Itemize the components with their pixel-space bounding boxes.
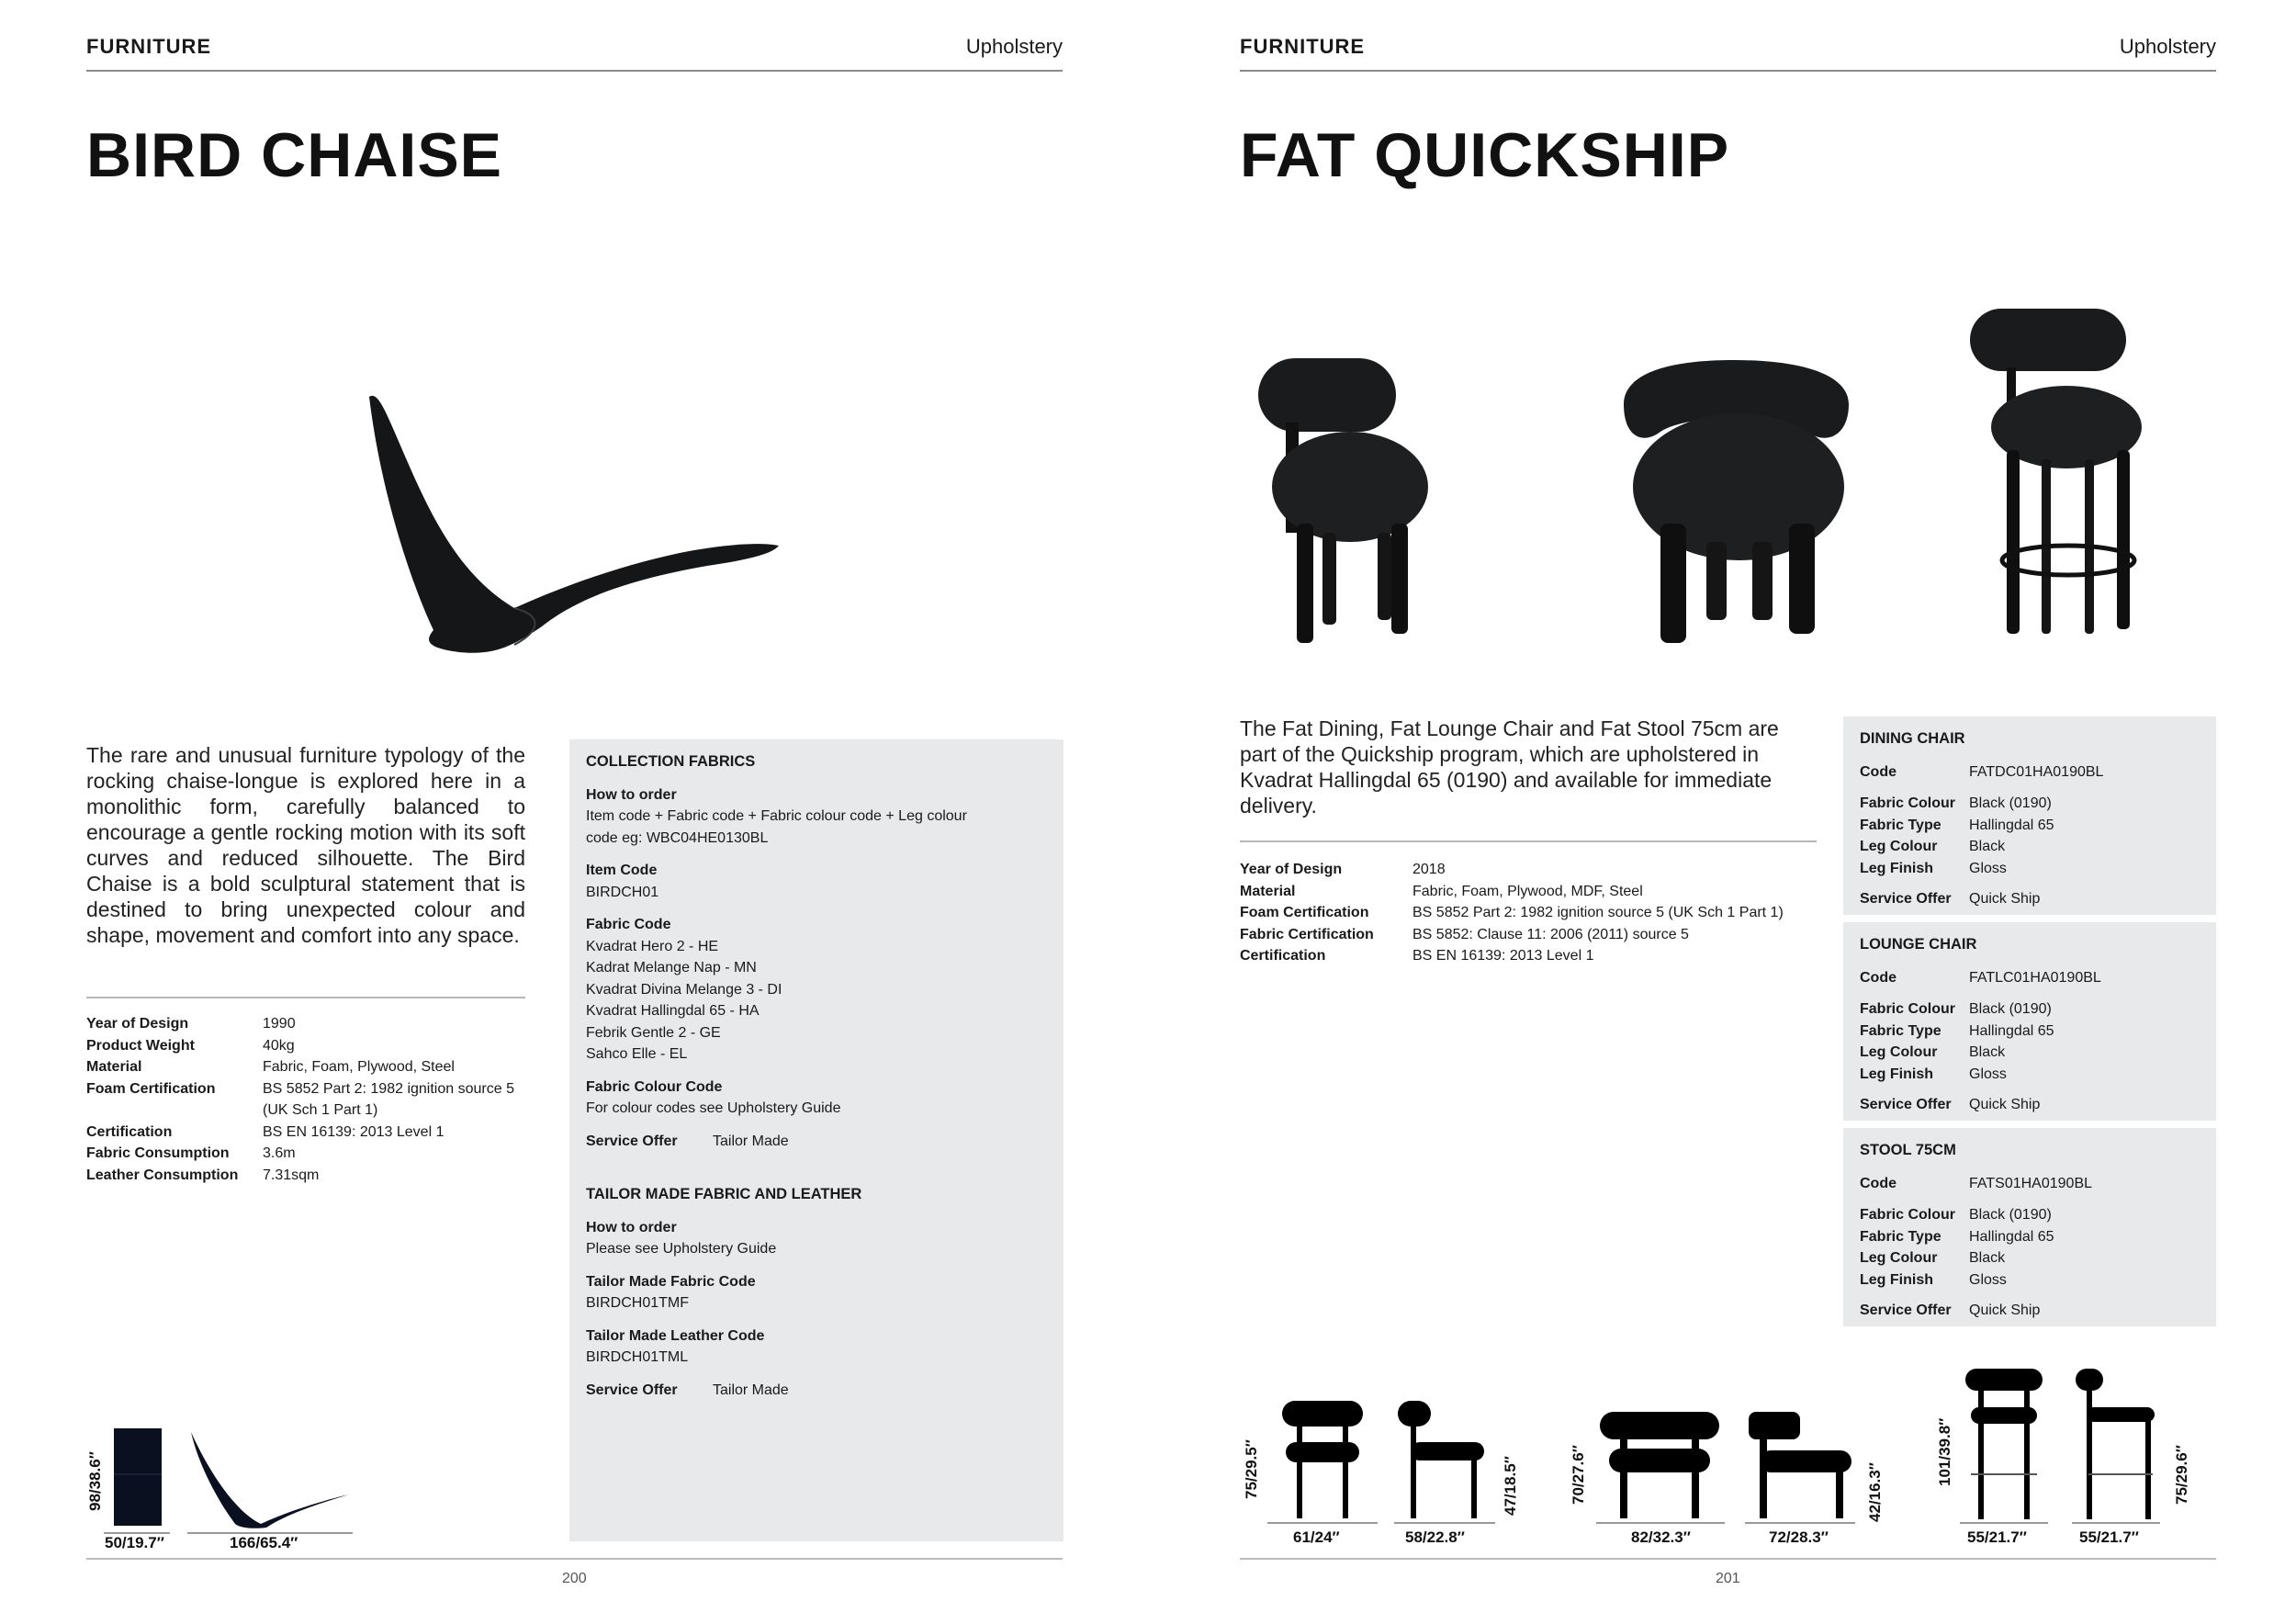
spec-row — [86, 1056, 527, 1078]
dimension-line — [2072, 1522, 2160, 1524]
page-title: BIRD CHAISE — [86, 120, 503, 190]
spec-label: Foam Certification — [1240, 905, 1369, 920]
spec-row — [86, 1122, 527, 1144]
fabric-code-label: Fabric Code — [586, 917, 671, 932]
spec-label: Year of Design — [86, 1016, 189, 1032]
header-section: Upholstery — [965, 35, 1063, 58]
variant-label: Code — [1860, 969, 1896, 986]
variant-label: Fabric Colour — [1860, 795, 1956, 811]
bird-width-dimension: 50/19.7″ — [105, 1534, 164, 1551]
variant-label: Leg Colour — [1860, 1044, 1938, 1060]
variant-row — [1860, 1226, 2209, 1248]
lounge-seat-dimension: 42/16.3″ — [1866, 1462, 1884, 1522]
dining-width-dimension: 61/24″ — [1293, 1528, 1340, 1546]
variant-row — [1860, 1247, 2209, 1269]
footer-rule — [86, 1558, 1063, 1560]
spec-label: Material — [86, 1059, 142, 1075]
spec-label: Product Weight — [86, 1037, 195, 1054]
variant-label: Service Offer — [1860, 1303, 1952, 1318]
spec-row — [86, 1035, 527, 1057]
variant-label: Leg Colour — [1860, 1250, 1938, 1266]
collection-heading: COLLECTION FABRICS — [586, 753, 756, 770]
fat-stool-image — [1970, 303, 2154, 643]
variant-value: Quick Ship — [1969, 891, 2041, 907]
spec-row — [1240, 945, 1828, 967]
lounge-depth-dimension: 72/28.3″ — [1769, 1528, 1829, 1546]
fabric-colour-code-text: For colour codes see Upholstery Guide — [586, 1100, 841, 1116]
variant-row — [1860, 1204, 2209, 1226]
spec-row — [86, 1143, 527, 1165]
fabric-code-item: Kvadrat Hero 2 - HE — [586, 938, 719, 954]
dining-height-dimension: 75/29.5″ — [1243, 1439, 1260, 1499]
variant-lounge-content — [1860, 934, 2209, 1116]
variant-value: FATDC01HA0190BL — [1969, 763, 2104, 780]
variant-value: Quick Ship — [1969, 1097, 2041, 1112]
dimension-line — [1394, 1522, 1495, 1524]
variant-value: Gloss — [1969, 860, 2007, 876]
service-offer-value: Tailor Made — [713, 1133, 789, 1149]
variant-label: Leg Finish — [1860, 860, 1933, 876]
tailor-leather-code: BIRDCH01TML — [586, 1349, 689, 1365]
variant-value: Black — [1969, 1044, 2006, 1060]
dimension-line — [1745, 1522, 1855, 1524]
tailor-how-to-order-text: Please see Upholstery Guide — [586, 1241, 777, 1257]
stool-front-drawing — [1964, 1369, 2044, 1520]
variant-heading: LOUNGE CHAIR — [1860, 936, 1977, 953]
spec-value: Fabric, Foam, Plywood, MDF, Steel — [1412, 883, 1643, 899]
fabric-code-item: Kvadrat Hallingdal 65 - HA — [586, 1003, 760, 1019]
variant-row — [1860, 815, 2209, 837]
spec-value: Fabric, Foam, Plywood, Steel — [263, 1059, 455, 1075]
dining-seat-dimension: 47/18.5″ — [1502, 1456, 1519, 1516]
variant-value: FATS01HA0190BL — [1969, 1175, 2093, 1191]
stool-seat-dimension: 75/29.6″ — [2173, 1445, 2190, 1505]
variant-value: Black (0190) — [1969, 795, 2052, 811]
variant-row — [1860, 998, 2209, 1021]
variant-row — [1860, 1021, 2209, 1043]
variant-row — [1860, 1094, 2209, 1116]
tailor-heading: TAILOR MADE FABRIC AND LEATHER — [586, 1186, 862, 1202]
variant-label: Leg Finish — [1860, 1066, 1933, 1082]
variant-label: Fabric Type — [1860, 1228, 1941, 1245]
spec-row — [1240, 924, 1828, 946]
variant-dining-content — [1860, 728, 2209, 910]
tailor-leather-code-label: Tailor Made Leather Code — [586, 1327, 765, 1344]
variant-value: Hallingdal 65 — [1969, 817, 2054, 833]
spec-value: 2018 — [1412, 862, 1446, 877]
variant-heading: STOOL 75CM — [1860, 1142, 1956, 1158]
variant-value: Black — [1969, 839, 2006, 854]
item-code-label: Item Code — [586, 863, 658, 878]
service-offer-row — [586, 1131, 1054, 1153]
page-number: 200 — [562, 1571, 587, 1586]
bird-chaise-image — [358, 386, 790, 671]
variant-row — [1860, 1173, 2209, 1195]
spec-label: Leather Consumption — [86, 1167, 239, 1183]
variant-row — [1860, 1300, 2209, 1322]
fat-lounge-chair-image — [1605, 358, 1872, 652]
spec-label: Certification — [86, 1123, 173, 1140]
footer-rule — [1240, 1558, 2216, 1560]
how-to-order-line: Item code + Fabric code + Fabric colour code + Leg colour — [586, 808, 967, 824]
variant-value: Hallingdal 65 — [1969, 1022, 2054, 1039]
spec-label: Year of Design — [1240, 862, 1343, 877]
variant-row — [1860, 793, 2209, 815]
spec-row — [1240, 859, 1828, 881]
lounge-front-drawing — [1600, 1412, 1719, 1520]
fabric-code-item: Kvadrat Divina Melange 3 - DI — [586, 981, 782, 998]
lounge-side-drawing — [1749, 1412, 1854, 1520]
spec-label: Foam Certification — [86, 1080, 216, 1097]
variant-label: Fabric Colour — [1860, 1207, 1956, 1223]
stool-side-drawing — [2076, 1369, 2158, 1520]
spec-value: 7.31sqm — [263, 1167, 320, 1183]
lounge-height-dimension: 70/27.6″ — [1570, 1445, 1587, 1505]
tailor-fabric-code: BIRDCH01TMF — [586, 1295, 690, 1311]
bird-length-dimension: 166/65.4″ — [230, 1534, 298, 1551]
bird-chaise-front-drawing — [114, 1428, 162, 1526]
fabric-code-item: Sahco Elle - EL — [586, 1046, 688, 1062]
stool-height-dimension: 101/39.8″ — [1936, 1417, 1953, 1486]
variant-value: Hallingdal 65 — [1969, 1228, 2054, 1245]
spec-value: BS EN 16139: 2013 Level 1 — [1412, 948, 1594, 964]
header-category: FURNITURE — [1240, 35, 1366, 58]
lounge-width-dimension: 82/32.3″ — [1631, 1528, 1691, 1546]
header-rule — [1240, 70, 2216, 72]
tailor-service-offer-value: Tailor Made — [713, 1382, 789, 1398]
service-offer-label: Service Offer — [586, 1133, 678, 1149]
product-description: The Fat Dining, Fat Lounge Chair and Fat Stool 75cm are part of the Quickship program, which are upholstered in Kvadrat Hallingdal 65 (0190) and available for immediate delivery. — [1240, 716, 1779, 818]
collection-fabrics-section — [586, 751, 1054, 1401]
variant-heading: DINING CHAIR — [1860, 730, 1965, 747]
dimension-line — [1960, 1522, 2048, 1524]
divider — [1240, 840, 1817, 842]
fabric-code-item: Febrik Gentle 2 - GE — [586, 1024, 721, 1041]
header-rule — [86, 70, 1063, 72]
variant-label: Service Offer — [1860, 891, 1952, 907]
variant-label: Fabric Type — [1860, 817, 1941, 833]
header-section: Upholstery — [2119, 35, 2216, 58]
how-to-order-label: How to order — [586, 786, 677, 803]
bird-chaise-side-drawing — [187, 1428, 353, 1529]
variant-value: Quick Ship — [1969, 1303, 2041, 1318]
variant-value: Gloss — [1969, 1066, 2007, 1082]
tailor-how-to-order-label: How to order — [586, 1219, 677, 1235]
variant-row — [1860, 858, 2209, 880]
variant-stool-content — [1860, 1140, 2209, 1322]
dining-front-drawing — [1277, 1401, 1368, 1520]
variant-row — [1860, 836, 2209, 858]
variant-row — [1860, 1269, 2209, 1291]
bird-height-dimension: 98/38.6″ — [86, 1451, 104, 1511]
stool-width-dimension: 55/21.7″ — [1967, 1528, 2027, 1546]
spec-row — [86, 1013, 527, 1035]
item-code: BIRDCH01 — [586, 884, 659, 900]
header-category: FURNITURE — [86, 35, 212, 58]
fabric-colour-code-label: Fabric Colour Code — [586, 1078, 723, 1095]
product-description: The rare and unusual furniture typology of the rocking chaise-longue is explored here in a monolithic form, carefully balanced to encourage a gentle rocking motion with its soft curves and reduced silhouette. The Bird Chaise is a bold sculptural statement that is destined to bring unexpected colour and shape, movement and comfort into any space. — [86, 743, 525, 947]
dining-depth-dimension: 58/22.8″ — [1405, 1528, 1465, 1546]
variant-row — [1860, 1064, 2209, 1086]
divider — [86, 997, 525, 998]
variant-row — [1860, 888, 2209, 910]
page-number: 201 — [1716, 1571, 1740, 1586]
spec-value: BS 5852 Part 2: 1982 ignition source 5 (UK Sch 1 Part 1) — [1412, 905, 1784, 920]
tailor-service-offer-row — [586, 1380, 1054, 1402]
variant-label: Code — [1860, 1175, 1896, 1191]
variant-label: Leg Finish — [1860, 1271, 1933, 1288]
spec-table — [86, 1013, 527, 1186]
variant-row — [1860, 1042, 2209, 1064]
variant-label: Service Offer — [1860, 1097, 1952, 1112]
spec-value: 40kg — [263, 1037, 295, 1054]
variant-value: Black (0190) — [1969, 1207, 2052, 1223]
spec-row — [86, 1165, 527, 1187]
spec-value: BS 5852 Part 2: 1982 ignition source 5 (UK Sch 1 Part 1) — [263, 1080, 514, 1118]
variant-label: Code — [1860, 763, 1896, 780]
spec-row — [86, 1078, 527, 1122]
spec-label: Fabric Certification — [1240, 926, 1374, 942]
spec-value: 1990 — [263, 1016, 296, 1032]
how-to-order-line: code eg: WBC04HE0130BL — [586, 829, 769, 846]
variant-value: Black (0190) — [1969, 1001, 2052, 1017]
variant-value: Black — [1969, 1250, 2006, 1266]
dining-side-drawing — [1398, 1401, 1490, 1520]
tailor-fabric-code-label: Tailor Made Fabric Code — [586, 1273, 756, 1290]
variant-label: Leg Colour — [1860, 839, 1938, 854]
variant-row — [1860, 967, 2209, 989]
spec-value: BS 5852: Clause 11: 2006 (2011) source 5 — [1412, 926, 1689, 942]
spec-label: Material — [1240, 883, 1296, 899]
page-title: FAT QUICKSHIP — [1240, 120, 1730, 190]
variant-label: Fabric Type — [1860, 1022, 1941, 1039]
spec-value: BS EN 16139: 2013 Level 1 — [263, 1123, 445, 1140]
fabric-code-item: Kadrat Melange Nap - MN — [586, 960, 757, 976]
spec-row — [1240, 881, 1828, 903]
variant-value: Gloss — [1969, 1271, 2007, 1288]
tailor-service-offer-label: Service Offer — [586, 1382, 678, 1398]
spec-label: Fabric Consumption — [86, 1145, 230, 1161]
spec-row — [1240, 902, 1828, 924]
stool-depth-dimension: 55/21.7″ — [2079, 1528, 2139, 1546]
spec-value: 3.6m — [263, 1145, 296, 1161]
dimension-line — [1267, 1522, 1378, 1524]
page-right — [1148, 0, 2296, 1624]
variant-label: Fabric Colour — [1860, 1001, 1956, 1017]
spec-table — [1240, 859, 1828, 967]
variant-row — [1860, 761, 2209, 784]
dimension-line — [1596, 1522, 1725, 1524]
spec-label: Certification — [1240, 948, 1326, 964]
variant-value: FATLC01HA0190BL — [1969, 969, 2101, 986]
fat-dining-chair-image — [1258, 349, 1460, 661]
